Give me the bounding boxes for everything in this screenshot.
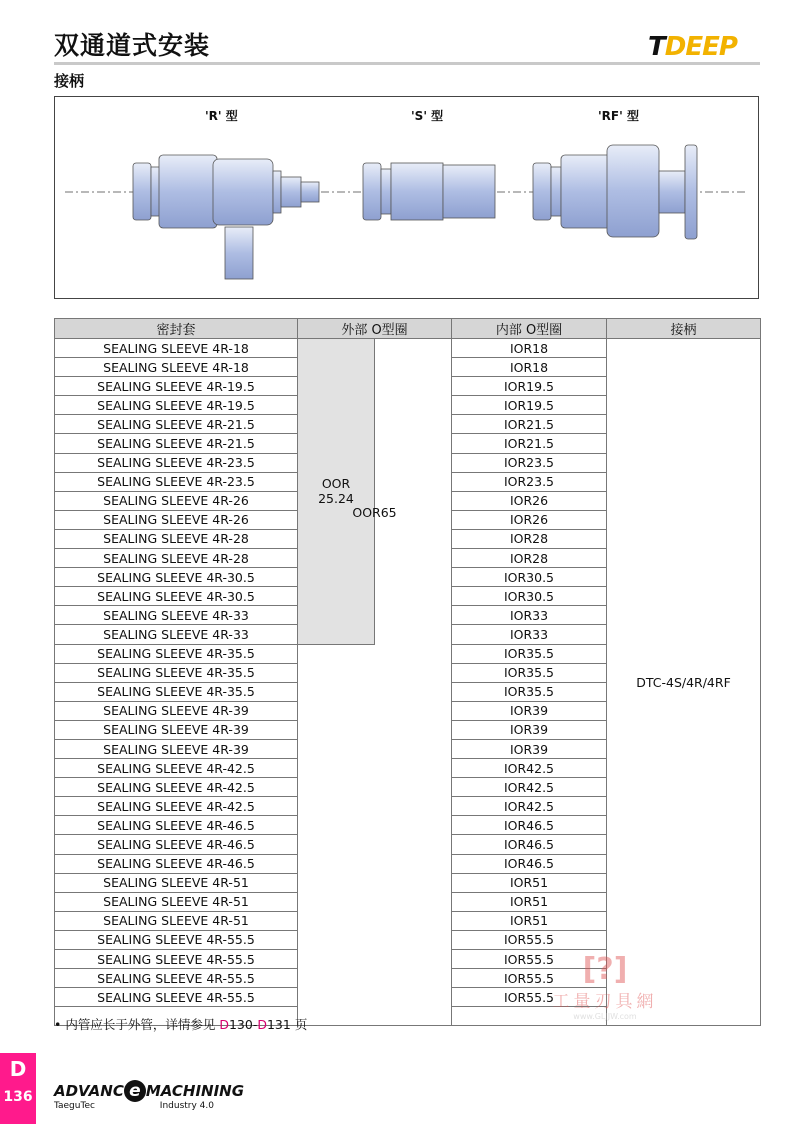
sealing-sleeve-cell: SEALING SLEEVE 4R-51 bbox=[55, 892, 298, 911]
caption-rf-type: 'RF' 型 bbox=[598, 109, 639, 123]
page-number: 136 bbox=[3, 1089, 33, 1105]
inner-oring-cell: IOR28 bbox=[452, 549, 607, 568]
inner-oring-cell: IOR42.5 bbox=[452, 759, 607, 778]
section-subtitle: 接柄 bbox=[54, 72, 85, 90]
header-shank: 接柄 bbox=[607, 319, 761, 339]
inner-oring-cell: IOR42.5 bbox=[452, 778, 607, 797]
sealing-sleeve-cell: SEALING SLEEVE 4R-46.5 bbox=[55, 854, 298, 873]
inner-oring-cell: IOR19.5 bbox=[452, 396, 607, 415]
shank-cell: DTC-4S/4R/4RF bbox=[607, 339, 761, 1026]
inner-oring-cell: IOR46.5 bbox=[452, 854, 607, 873]
sealing-sleeve-cell: SEALING SLEEVE 4R-19.5 bbox=[55, 377, 298, 396]
sealing-sleeve-cell: SEALING SLEEVE 4R-55.5 bbox=[55, 950, 298, 969]
sealing-sleeve-cell: SEALING SLEEVE 4R-55.5 bbox=[55, 988, 298, 1007]
shank-drawings bbox=[55, 97, 760, 300]
section-tab bbox=[0, 1053, 36, 1124]
footer-sub: TaeguTec Industry 4.0 bbox=[54, 1101, 214, 1111]
sealing-sleeve-cell: SEALING SLEEVE 4R-46.5 bbox=[55, 816, 298, 835]
sealing-sleeve-cell: SEALING SLEEVE 4R-28 bbox=[55, 549, 298, 568]
footnote: • 内管应长于外管，详情参见 D130-D131 页 bbox=[54, 1017, 308, 1032]
inner-oring-cell: IOR55.5 bbox=[452, 969, 607, 988]
sealing-sleeve-cell: SEALING SLEEVE 4R-39 bbox=[55, 720, 298, 739]
footer-logo: ADVANC e MACHINING bbox=[54, 1081, 245, 1101]
inner-oring-cell: IOR30.5 bbox=[452, 568, 607, 587]
inner-oring-cell: IOR19.5 bbox=[452, 377, 607, 396]
outer-oring-group2: OOR65 bbox=[298, 644, 452, 1026]
inner-oring-cell: IOR21.5 bbox=[452, 434, 607, 453]
inner-oring-cell: IOR51 bbox=[452, 892, 607, 911]
inner-oring-cell: IOR35.5 bbox=[452, 644, 607, 663]
inner-oring-cell: IOR55.5 bbox=[452, 988, 607, 1007]
sealing-sleeve-cell: SEALING SLEEVE 4R-42.5 bbox=[55, 759, 298, 778]
inner-oring-cell: IOR42.5 bbox=[452, 797, 607, 816]
sealing-sleeve-cell: SEALING SLEEVE 4R-18 bbox=[55, 339, 298, 358]
header-inner-oring: 内部 O型圈 bbox=[452, 319, 607, 339]
inner-oring-cell: IOR33 bbox=[452, 625, 607, 644]
header-outer-oring: 外部 O型圈 bbox=[298, 319, 452, 339]
inner-oring-cell: IOR30.5 bbox=[452, 587, 607, 606]
inner-oring-cell: IOR55.5 bbox=[452, 950, 607, 969]
inner-oring-cell: IOR18 bbox=[452, 339, 607, 358]
sealing-sleeve-cell: SEALING SLEEVE 4R-18 bbox=[55, 358, 298, 377]
inner-oring-cell: IOR21.5 bbox=[452, 415, 607, 434]
inner-oring-cell: IOR28 bbox=[452, 529, 607, 548]
sealing-sleeve-cell: SEALING SLEEVE 4R-26 bbox=[55, 510, 298, 529]
page-title: 双通道式安装 bbox=[54, 31, 211, 60]
outer-oring-spacer bbox=[375, 339, 452, 645]
header-sealing-sleeve: 密封套 bbox=[55, 319, 298, 339]
sealing-sleeve-cell: SEALING SLEEVE 4R-35.5 bbox=[55, 644, 298, 663]
spec-table-body bbox=[55, 339, 761, 1026]
inner-oring-cell: IOR51 bbox=[452, 873, 607, 892]
inner-oring-cell: IOR18 bbox=[452, 358, 607, 377]
sealing-sleeve-cell: SEALING SLEEVE 4R-39 bbox=[55, 739, 298, 758]
sealing-sleeve-cell: SEALING SLEEVE 4R-39 bbox=[55, 701, 298, 720]
inner-oring-cell: IOR35.5 bbox=[452, 663, 607, 682]
sealing-sleeve-cell: SEALING SLEEVE 4R-51 bbox=[55, 911, 298, 930]
sealing-sleeve-cell: SEALING SLEEVE 4R-42.5 bbox=[55, 778, 298, 797]
spec-table bbox=[54, 318, 761, 1026]
sealing-sleeve-cell: SEALING SLEEVE 4R-35.5 bbox=[55, 682, 298, 701]
caption-s-type: 'S' 型 bbox=[411, 109, 444, 123]
inner-oring-cell: IOR33 bbox=[452, 606, 607, 625]
inner-oring-cell: IOR23.5 bbox=[452, 453, 607, 472]
sealing-sleeve-cell: SEALING SLEEVE 4R-30.5 bbox=[55, 568, 298, 587]
header-rule bbox=[54, 62, 760, 65]
inner-oring-cell: IOR46.5 bbox=[452, 835, 607, 854]
s-type-shank-drawing bbox=[363, 163, 495, 220]
sealing-sleeve-cell: SEALING SLEEVE 4R-30.5 bbox=[55, 587, 298, 606]
rf-type-shank-drawing bbox=[533, 145, 697, 239]
inner-oring-cell: IOR39 bbox=[452, 720, 607, 739]
sealing-sleeve-cell: SEALING SLEEVE 4R-19.5 bbox=[55, 396, 298, 415]
sealing-sleeve-cell: SEALING SLEEVE 4R-46.5 bbox=[55, 835, 298, 854]
sealing-sleeve-cell: SEALING SLEEVE 4R-21.5 bbox=[55, 415, 298, 434]
inner-oring-cell: IOR35.5 bbox=[452, 682, 607, 701]
watermark: [?] 工量刃具網 www.GLJJW.com bbox=[552, 952, 658, 1021]
inner-oring-cell: IOR39 bbox=[452, 739, 607, 758]
inner-oring-cell: IOR46.5 bbox=[452, 816, 607, 835]
sealing-sleeve-cell: SEALING SLEEVE 4R-55.5 bbox=[55, 969, 298, 988]
sealing-sleeve-cell: SEALING SLEEVE 4R-23.5 bbox=[55, 472, 298, 491]
inner-oring-cell: IOR55.5 bbox=[452, 930, 607, 949]
sealing-sleeve-cell: SEALING SLEEVE 4R-51 bbox=[55, 873, 298, 892]
brand-logo: TDEEP bbox=[648, 32, 737, 62]
inner-oring-cell: IOR26 bbox=[452, 510, 607, 529]
sealing-sleeve-cell: SEALING SLEEVE 4R-26 bbox=[55, 491, 298, 510]
inner-oring-cell: IOR26 bbox=[452, 491, 607, 510]
r-type-shank-drawing bbox=[133, 155, 319, 279]
sealing-sleeve-cell: SEALING SLEEVE 4R-23.5 bbox=[55, 453, 298, 472]
table-row bbox=[55, 339, 761, 358]
inner-oring-cell: IOR23.5 bbox=[452, 472, 607, 491]
outer-oring-group1: OOR 25.24 bbox=[298, 339, 375, 645]
sealing-sleeve-cell: SEALING SLEEVE 4R-33 bbox=[55, 625, 298, 644]
sealing-sleeve-cell: SEALING SLEEVE 4R-42.5 bbox=[55, 797, 298, 816]
sealing-sleeve-cell: SEALING SLEEVE 4R-21.5 bbox=[55, 434, 298, 453]
sealing-sleeve-cell: SEALING SLEEVE 4R-28 bbox=[55, 529, 298, 548]
section-letter: D bbox=[9, 1057, 27, 1081]
sealing-sleeve-cell: SEALING SLEEVE 4R-35.5 bbox=[55, 663, 298, 682]
sealing-sleeve-cell: SEALING SLEEVE 4R-33 bbox=[55, 606, 298, 625]
inner-oring-cell: IOR51 bbox=[452, 911, 607, 930]
caption-r-type: 'R' 型 bbox=[205, 109, 238, 123]
sealing-sleeve-cell: SEALING SLEEVE 4R-55.5 bbox=[55, 930, 298, 949]
inner-oring-cell: IOR39 bbox=[452, 701, 607, 720]
shank-figure bbox=[54, 96, 759, 299]
